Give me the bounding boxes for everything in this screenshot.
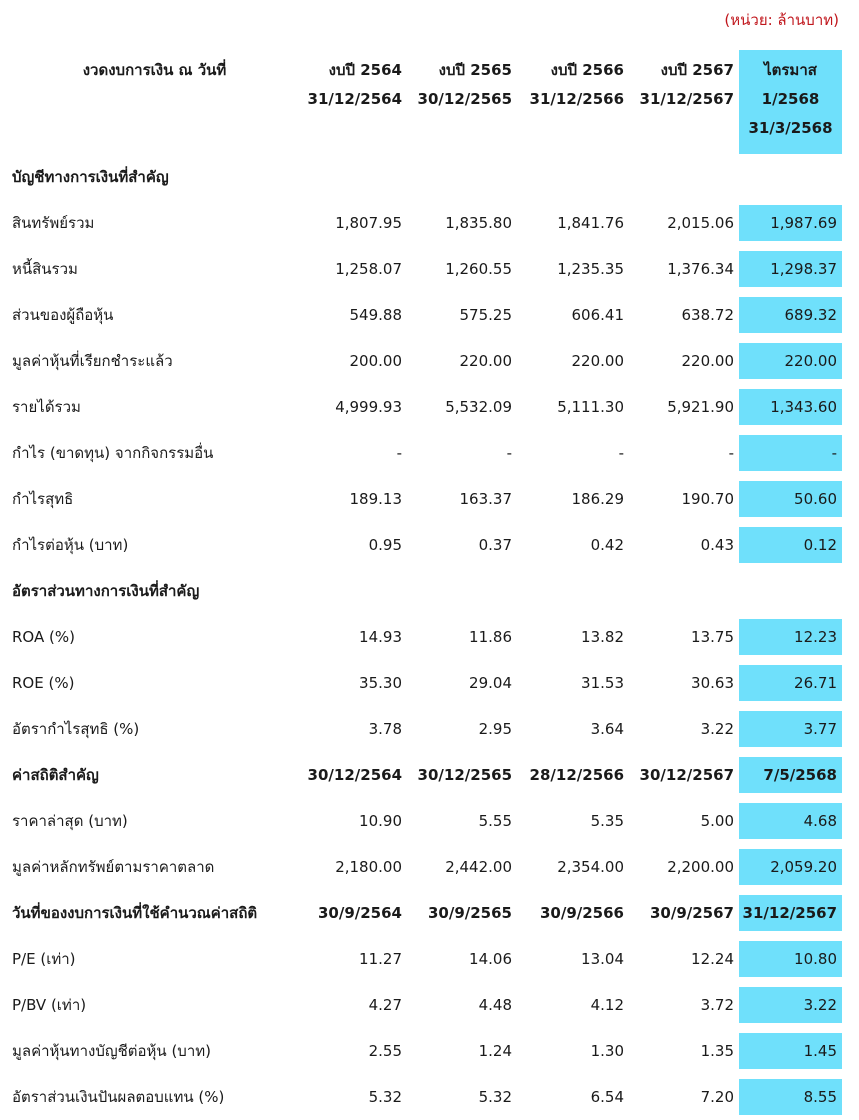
section-accounts — [12, 154, 842, 200]
latest-value-cell — [739, 430, 842, 476]
latest-value-cell — [739, 200, 842, 246]
value-cell: 186.29 — [571, 490, 624, 508]
value-cell: 1.35 — [700, 1042, 734, 1060]
latest-value: 26.71 — [739, 665, 842, 701]
latest-value: 220.00 — [739, 343, 842, 379]
latest-value-cell — [739, 614, 842, 660]
value-cell: 12.24 — [691, 950, 734, 968]
period-label: งวดงบการเงิน ณ วันที่ — [82, 61, 227, 79]
latest-value: 0.12 — [739, 527, 842, 563]
value-cell: 1,376.34 — [667, 260, 734, 278]
row-label: ROE (%) — [12, 674, 75, 692]
latest-value-cell — [739, 660, 842, 706]
latest-value-cell — [739, 1074, 842, 1120]
value-cell: 5.55 — [478, 812, 512, 830]
value-cell: 10.90 — [359, 812, 402, 830]
value-cell: 2,015.06 — [667, 214, 734, 232]
value-cell: 1,841.76 — [557, 214, 624, 232]
row-label: วันที่ของงบการเงินที่ใช้คำนวณค่าสถิติ — [12, 904, 258, 922]
latest-value: 2,059.20 — [739, 849, 842, 885]
latest-value-cell — [739, 522, 842, 568]
header-col-4: งบปี 2567 31/12/2567 — [639, 61, 734, 108]
subheader-row — [12, 752, 842, 798]
value-cell: 5.32 — [478, 1088, 512, 1106]
value-cell: 606.41 — [571, 306, 624, 324]
value-cell: 4,999.93 — [335, 398, 402, 416]
table-row — [12, 936, 842, 982]
latest-value-cell — [739, 706, 842, 752]
value-cell: 28/12/2566 — [529, 766, 624, 784]
value-cell: 1,807.95 — [335, 214, 402, 232]
latest-value-cell — [739, 798, 842, 844]
value-cell: 163.37 — [459, 490, 512, 508]
latest-value: 3.77 — [739, 711, 842, 747]
value-cell: 13.75 — [691, 628, 734, 646]
latest-value: - — [739, 435, 842, 471]
row-label: กำไรสุทธิ — [12, 490, 74, 508]
value-cell: 7.20 — [700, 1088, 734, 1106]
value-cell: 5,532.09 — [445, 398, 512, 416]
latest-value: 31/12/2567 — [739, 895, 842, 931]
latest-value: 10.80 — [739, 941, 842, 977]
row-label: ROA (%) — [12, 628, 75, 646]
unit-note: (หน่วย: ล้านบาท) — [724, 11, 839, 29]
value-cell: - — [506, 444, 512, 462]
value-cell: - — [728, 444, 734, 462]
value-cell: 3.64 — [590, 720, 624, 738]
value-cell: 3.22 — [700, 720, 734, 738]
value-cell: 5,921.90 — [667, 398, 734, 416]
header-col-5: ไตรมาส 1/2568 31/3/2568 — [739, 50, 842, 154]
row-label: หนี้สินรวม — [12, 260, 78, 278]
latest-value-cell — [739, 384, 842, 430]
value-cell: 1,260.55 — [445, 260, 512, 278]
value-cell: 30/9/2565 — [427, 904, 512, 922]
row-label: ค่าสถิติสำคัญ — [12, 766, 99, 784]
value-cell: 5.35 — [590, 812, 624, 830]
value-cell: 189.13 — [349, 490, 402, 508]
row-label: ส่วนของผู้ถือหุ้น — [12, 306, 114, 324]
latest-value: 50.60 — [739, 481, 842, 517]
value-cell: 30/12/2564 — [307, 766, 402, 784]
latest-value-cell — [739, 338, 842, 384]
financial-table — [12, 50, 842, 1120]
row-label: มูลค่าหลักทรัพย์ตามราคาตลาด — [12, 858, 215, 876]
latest-value: 12.23 — [739, 619, 842, 655]
value-cell: 2,442.00 — [445, 858, 512, 876]
value-cell: 4.48 — [478, 996, 512, 1014]
value-cell: 0.95 — [368, 536, 402, 554]
row-label: กำไรต่อหุ้น (บาท) — [12, 536, 129, 554]
value-cell: 2,200.00 — [667, 858, 734, 876]
header-row — [12, 50, 842, 154]
section-title: อัตราส่วนทางการเงินที่สำคัญ — [12, 582, 200, 600]
latest-value-cell — [739, 936, 842, 982]
row-label: อัตราส่วนเงินปันผลตอบแทน (%) — [12, 1088, 225, 1106]
latest-value-cell — [739, 1028, 842, 1074]
value-cell: 220.00 — [459, 352, 512, 370]
value-cell: 0.37 — [478, 536, 512, 554]
table-row — [12, 706, 842, 752]
value-cell: 30/12/2567 — [639, 766, 734, 784]
value-cell: 0.43 — [700, 536, 734, 554]
value-cell: 2.95 — [478, 720, 512, 738]
value-cell: - — [618, 444, 624, 462]
section-ratios — [12, 568, 842, 614]
table-row — [12, 660, 842, 706]
value-cell: 13.82 — [581, 628, 624, 646]
table-row — [12, 844, 842, 890]
row-label: มูลค่าหุ้นทางบัญชีต่อหุ้น (บาท) — [12, 1042, 211, 1060]
value-cell: 11.27 — [359, 950, 402, 968]
value-cell: 30/9/2567 — [649, 904, 734, 922]
header-col-1: งบปี 2564 31/12/2564 — [307, 61, 402, 108]
row-label: P/BV (เท่า) — [12, 996, 87, 1014]
table-row — [12, 384, 842, 430]
row-label: กำไร (ขาดทุน) จากกิจกรรมอื่น — [12, 444, 214, 462]
value-cell: 1,258.07 — [335, 260, 402, 278]
value-cell: 190.70 — [681, 490, 734, 508]
subheader-row — [12, 890, 842, 936]
value-cell: 2.55 — [368, 1042, 402, 1060]
value-cell: 5.32 — [368, 1088, 402, 1106]
row-label: รายได้รวม — [12, 398, 81, 416]
latest-value: 1,298.37 — [739, 251, 842, 287]
latest-value: 4.68 — [739, 803, 842, 839]
table-row — [12, 338, 842, 384]
value-cell: 575.25 — [459, 306, 512, 324]
table-row — [12, 430, 842, 476]
value-cell: 11.86 — [469, 628, 512, 646]
latest-value: 3.22 — [739, 987, 842, 1023]
value-cell: 1.30 — [590, 1042, 624, 1060]
value-cell: 4.27 — [368, 996, 402, 1014]
value-cell: 1,835.80 — [445, 214, 512, 232]
latest-value-cell — [739, 246, 842, 292]
value-cell: 29.04 — [469, 674, 512, 692]
value-cell: - — [396, 444, 402, 462]
value-cell: 5,111.30 — [557, 398, 624, 416]
value-cell: 31.53 — [581, 674, 624, 692]
table-row — [12, 200, 842, 246]
header-col-2: งบปี 2565 30/12/2565 — [417, 61, 512, 108]
value-cell: 0.42 — [590, 536, 624, 554]
value-cell: 30/12/2565 — [417, 766, 512, 784]
table-row — [12, 798, 842, 844]
value-cell: 4.12 — [590, 996, 624, 1014]
header-col-3: งบปี 2566 31/12/2566 — [529, 61, 624, 108]
latest-value: 1,987.69 — [739, 205, 842, 241]
latest-value: 1,343.60 — [739, 389, 842, 425]
table-row — [12, 1028, 842, 1074]
latest-value: 689.32 — [739, 297, 842, 333]
table-row — [12, 614, 842, 660]
table-row — [12, 246, 842, 292]
section-title: บัญชีทางการเงินที่สำคัญ — [12, 168, 169, 186]
table-row — [12, 982, 842, 1028]
value-cell: 1.24 — [478, 1042, 512, 1060]
value-cell: 14.06 — [469, 950, 512, 968]
value-cell: 13.04 — [581, 950, 624, 968]
value-cell: 3.72 — [700, 996, 734, 1014]
value-cell: 14.93 — [359, 628, 402, 646]
latest-value-cell — [739, 844, 842, 890]
latest-value-cell — [739, 476, 842, 522]
value-cell: 30/9/2566 — [539, 904, 624, 922]
latest-value: 1.45 — [739, 1033, 842, 1069]
row-label: อัตรากำไรสุทธิ (%) — [12, 720, 140, 738]
row-label: ราคาล่าสุด (บาท) — [12, 812, 128, 830]
table-row — [12, 522, 842, 568]
value-cell: 2,180.00 — [335, 858, 402, 876]
latest-value-cell — [739, 982, 842, 1028]
value-cell: 6.54 — [590, 1088, 624, 1106]
row-label: สินทรัพย์รวม — [12, 214, 95, 232]
latest-value: 7/5/2568 — [739, 757, 842, 793]
latest-value-cell — [739, 890, 842, 936]
table-row — [12, 1074, 842, 1120]
value-cell: 5.00 — [700, 812, 734, 830]
value-cell: 220.00 — [681, 352, 734, 370]
row-label: P/E (เท่า) — [12, 950, 76, 968]
table-row — [12, 292, 842, 338]
table-row — [12, 476, 842, 522]
value-cell: 2,354.00 — [557, 858, 624, 876]
value-cell: 200.00 — [349, 352, 402, 370]
row-label: มูลค่าหุ้นที่เรียกชำระแล้ว — [12, 352, 173, 370]
latest-value-cell — [739, 752, 842, 798]
latest-value-cell — [739, 292, 842, 338]
latest-value: 8.55 — [739, 1079, 842, 1115]
value-cell: 30.63 — [691, 674, 734, 692]
value-cell: 3.78 — [368, 720, 402, 738]
value-cell: 30/9/2564 — [317, 904, 402, 922]
value-cell: 1,235.35 — [557, 260, 624, 278]
value-cell: 220.00 — [571, 352, 624, 370]
value-cell: 549.88 — [349, 306, 402, 324]
value-cell: 638.72 — [681, 306, 734, 324]
value-cell: 35.30 — [359, 674, 402, 692]
